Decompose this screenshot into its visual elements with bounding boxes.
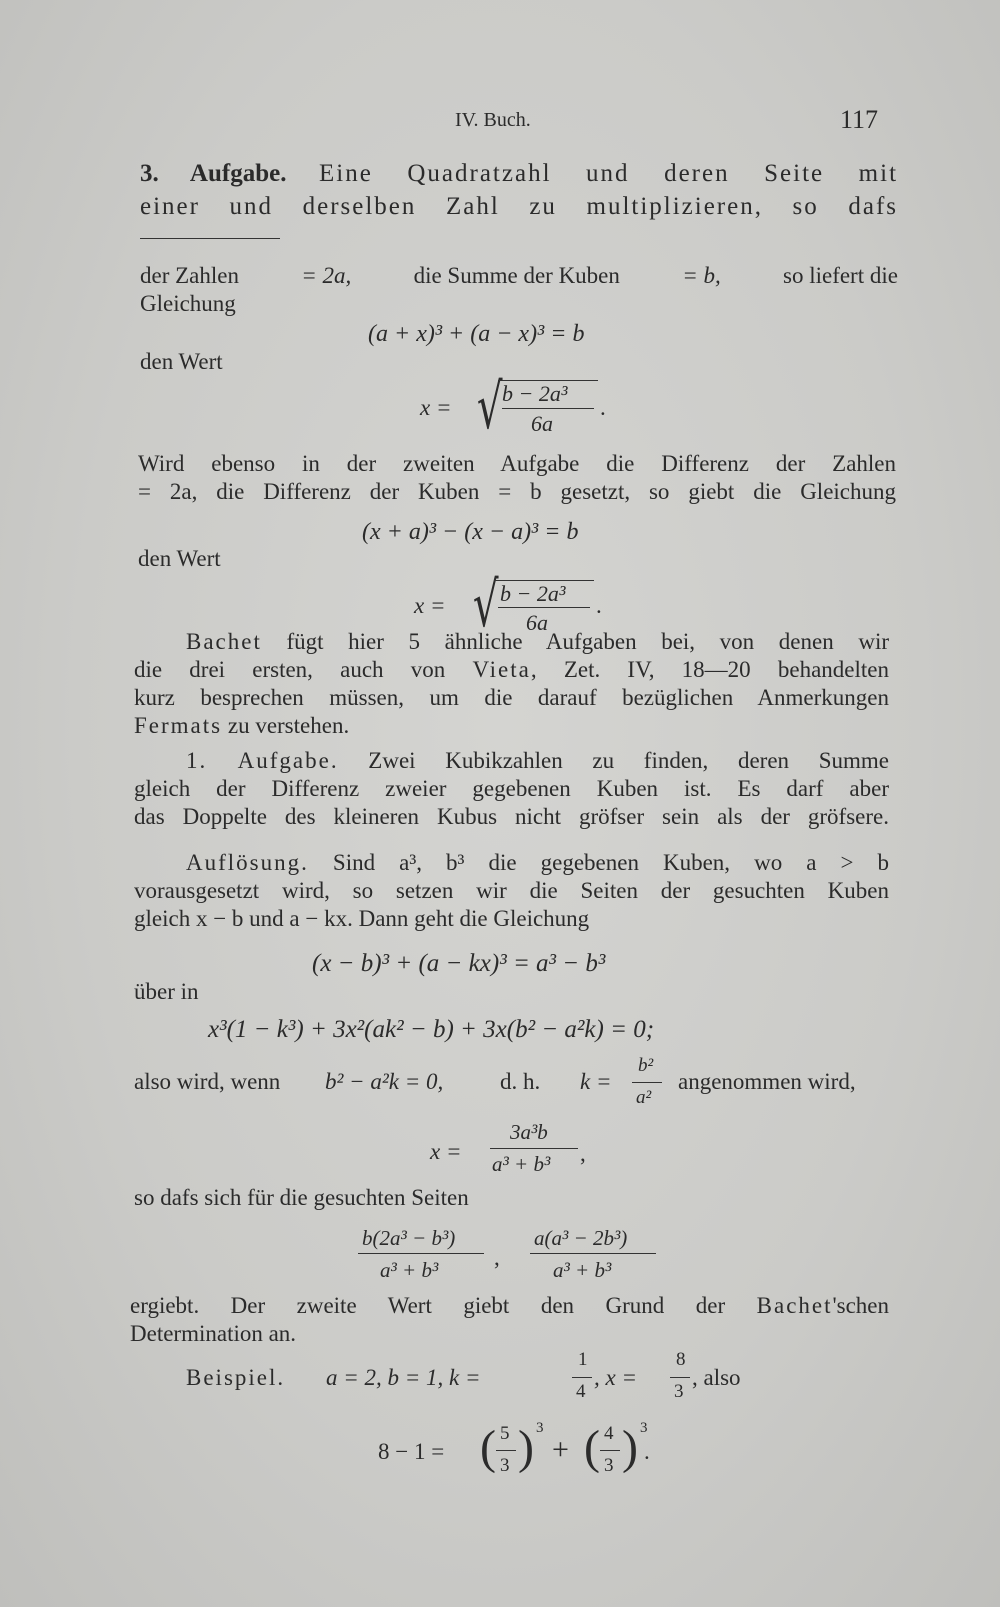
also-den: a² xyxy=(636,1087,652,1108)
also-k: k = xyxy=(580,1069,612,1094)
body-para1-line2: die drei ersten, auch von Vieta, Zet. IV, 18—20 behandelten xyxy=(134,657,889,682)
problem3-line2: einer und derselben Zahl zu multiplizieren, so dafs xyxy=(140,193,898,220)
fn-para2-line2: = 2a, die Differenz der Kuben = b gesetzt, so giebt die Gleichung xyxy=(138,479,896,504)
example-label: Beispiel. xyxy=(186,1365,286,1390)
task1-line2: gleich der Differenz zweier gegebenen Kuben ist. Es darf aber xyxy=(134,776,889,801)
also-rest: angenommen wird, xyxy=(678,1069,856,1094)
determination-line: Determination an. xyxy=(130,1321,297,1346)
example-k-num: 1 xyxy=(578,1349,588,1370)
equation-8a-num: b(2a³ − b³) xyxy=(362,1226,456,1250)
equation-7-fracbar xyxy=(490,1148,578,1149)
equation-7-lhs: x = xyxy=(430,1139,462,1164)
example-also: , also xyxy=(692,1365,741,1390)
equation-7-num: 3a³b xyxy=(510,1120,548,1144)
fn-line2: Gleichung xyxy=(140,291,236,316)
example-x-label: , x = xyxy=(594,1365,637,1390)
body-para1-line1: Bachet fügt hier 5 ähnliche Aufgaben bei, von denen wir xyxy=(186,629,889,654)
equation-7-end: , xyxy=(580,1141,586,1166)
equation-8a-den: a³ + b³ xyxy=(380,1258,439,1282)
paren-open-icon: ( xyxy=(584,1421,600,1474)
task1-line1: 1. Aufgabe. Zwei Kubikzahlen zu finden, deren Summe xyxy=(186,748,889,773)
radical-icon: √ xyxy=(472,568,499,641)
paren-close-icon: ) xyxy=(622,1421,638,1474)
equation-3: (x + a)³ − (x − a)³ = b xyxy=(362,519,579,545)
task1-line3: das Doppelte des kleineren Kubus nicht gröfser sein als der gröfsere. xyxy=(134,804,889,829)
paren-close-icon: ) xyxy=(518,1421,534,1474)
equation-9-plus: + xyxy=(552,1433,569,1466)
sodass-line: so dafs sich für die gesuchten Seiten xyxy=(134,1185,469,1210)
equation-9-f2-fracbar xyxy=(600,1450,620,1451)
problem3-line1: 3. Aufgabe. Eine Quadratzahl und deren Seite mit xyxy=(140,160,899,187)
equation-1: (a + x)³ + (a − x)³ = b xyxy=(368,321,585,347)
example-values: a = 2, b = 1, k = xyxy=(326,1365,481,1390)
also-num: b² xyxy=(638,1055,654,1076)
also-eq: b² − a²k = 0, xyxy=(325,1069,444,1094)
paren-open-icon: ( xyxy=(480,1421,496,1474)
problem3-label: 3. Aufgabe. xyxy=(140,160,287,187)
ergiebt-line: ergiebt. Der zweite Wert giebt den Grund der Bachet'schen xyxy=(130,1293,890,1318)
equation-8-sep: , xyxy=(494,1245,500,1270)
body-para1-line3: kurz besprechen müssen, um die darauf bezüglichen Anmerkungen xyxy=(134,685,889,710)
solution-line1: Auflösung. Sind a³, b³ die gegebenen Kuben, wo a > b xyxy=(186,850,889,875)
equation-9-f1-fracbar xyxy=(496,1450,516,1451)
fn-para2-line1: Wird ebenso in der zweiten Aufgabe die Differenz der Zahlen xyxy=(138,451,896,476)
equation-2-end: . xyxy=(600,395,606,420)
equation-4-fracbar xyxy=(498,607,590,608)
equation-8a-fracbar xyxy=(358,1253,484,1254)
equation-8b-fracbar xyxy=(530,1253,656,1254)
solution-line2: vorausgesetzt wird, so setzen wir die Seiten der gesuchten Kuben xyxy=(134,878,889,903)
exponent-3: 3 xyxy=(640,1420,648,1436)
equation-4-num: b − 2a³ xyxy=(500,581,566,606)
fn-line4: den Wert xyxy=(138,546,221,571)
ueber-in: über in xyxy=(134,979,199,1004)
body-para1-line4: Fermats zu verstehen. xyxy=(134,713,350,738)
equation-9-f2-den: 3 xyxy=(604,1455,614,1476)
equation-9-end: . xyxy=(644,1439,650,1464)
equation-6: x³(1 − k³) + 3x²(ak² − b) + 3x(b² − a²k) = 0; xyxy=(208,1016,655,1043)
also-text: also wird, wenn xyxy=(134,1069,281,1094)
equation-8b-den: a³ + b³ xyxy=(553,1258,612,1282)
exponent-3: 3 xyxy=(536,1420,544,1436)
solution-line3: gleich x − b und a − kx. Dann geht die Gleichung xyxy=(134,906,590,931)
example-x-num: 8 xyxy=(676,1349,686,1370)
running-head: IV. Buch. xyxy=(455,109,531,131)
also-dh: d. h. xyxy=(500,1069,541,1094)
fn-line1: der Zahlen = 2a, die Summe der Kuben = b, so liefert die xyxy=(140,263,898,288)
example-x-den: 3 xyxy=(674,1381,684,1402)
fn-line3: den Wert xyxy=(140,349,223,374)
equation-4-lhs: x = xyxy=(414,593,446,618)
page-number: 117 xyxy=(840,105,879,134)
equation-9-lhs: 8 − 1 = xyxy=(378,1439,445,1464)
radical-icon: √ xyxy=(476,370,503,443)
equation-2-lhs: x = xyxy=(420,395,452,420)
equation-8b-num: a(a³ − 2b³) xyxy=(534,1226,628,1250)
equation-2-fracbar xyxy=(502,408,594,409)
equation-9-f1-num: 5 xyxy=(500,1423,510,1444)
equation-9-f2-num: 4 xyxy=(604,1423,614,1444)
equation-4-end: . xyxy=(596,593,602,618)
example-k-den: 4 xyxy=(576,1381,586,1402)
footnote-rule xyxy=(140,238,280,239)
equation-4-den: 6a xyxy=(526,610,548,635)
also-fracbar xyxy=(632,1082,662,1083)
equation-5: (x − b)³ + (a − kx)³ = a³ − b³ xyxy=(312,950,606,977)
equation-9-f1-den: 3 xyxy=(500,1455,510,1476)
equation-2-num: b − 2a³ xyxy=(502,381,568,406)
equation-7-den: a³ + b³ xyxy=(492,1152,551,1176)
equation-2-den: 6a xyxy=(531,411,553,436)
